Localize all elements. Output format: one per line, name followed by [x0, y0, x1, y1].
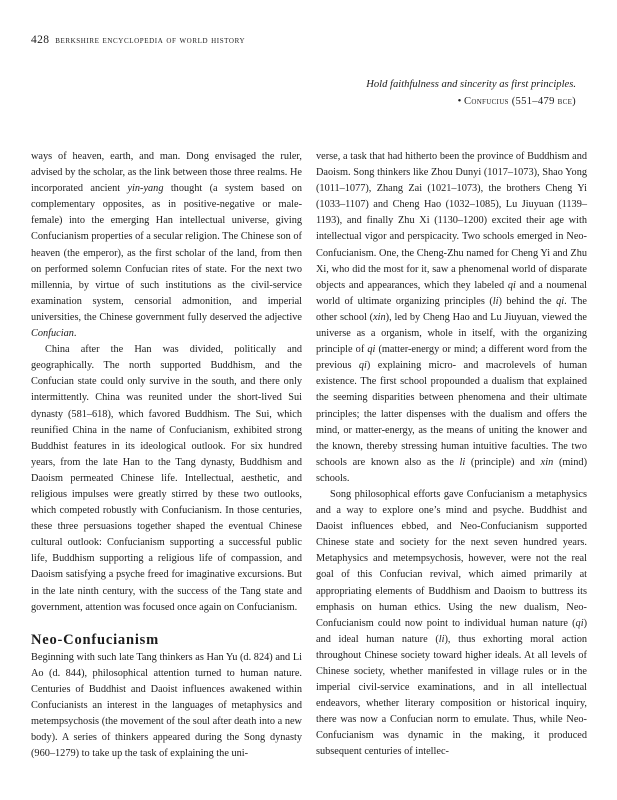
running-head — [31, 34, 591, 46]
right-column — [316, 149, 587, 776]
bullet-icon: • — [457, 96, 462, 107]
paragraph: Song philosophical efforts gave Confucianism a metaphysics and a way to explore one’s mind and psyche. Buddhist and Daoist influences ebbed, and Neo-Confucianism supported Chinese state and society for the next seven hundred years. Metaphysics and metempsychosis, however, were not the real goal of this Confucian revival, which aimed primarily at appropriating elements of Buddhism and Daoism to buttress its emphasis on human ethics. Using the new dualism, Neo-Confucianism could now point to individual human nature (qi) and ideal human nature (li), thus exhorting moral action throughout Chinese society toward higher ideals. At all levels of Chinese society, whether manifested in village rules or in the imperial civil-service examinations, and in all intellectual endeavors, whether literary composition or historical inquiry, there was now a Confucian norm to emulate. Thus, while Neo-Confucianism was dynamic in the making, it produced subsequent centuries of intellec- — [316, 488, 588, 758]
paragraph: Beginning with such late Tang thinkers as Han Yu (d. 824) and Li Ao (d. 844), philosophical attention turned to human nature. Centuries of Buddhist and Daoist influences awakened within Confucianists an interest in the languages of metaphysics and metempsychosis (the movement of the soul after death into a new body). A series of thinkers appeared during the Song dynasty (960–1279) to take up the task of explaining the uni- — [31, 651, 302, 760]
epigraph-attribution-line — [216, 93, 576, 110]
page-number: 428 — [31, 34, 50, 46]
book-title: berkshire encyclopedia of world history — [55, 36, 246, 46]
left-column — [31, 149, 302, 776]
paragraph: verse, a task that had hitherto been the province of Buddhism and Daoism. Song thinkers like Zhou Dunyi (1017–1073), Shao Yong (1011–1077), Zhang Zai (1021–1073), the brothers Cheng Yi (1033–1107) and Cheng Hao (1032–1085), Lu Jiuyuan (1139–1193), and finally Zhu Xi (1130–1200) excited their age with intellectual vigor and perspicacity. Two schools emerged in Neo-Confucianism. One, the Cheng-Zhu named for Cheng Yi and Zhu Xi, who did the most for it, saw a phenomenal world of disparate objects and appearances, which they labeled qi and a noumenal world of ultimate organizing principles (li) behind the qi. The other school (xin), led by Cheng Hao and Lu Jiuyuan, viewed the universe as a organism, whole in itself, with the organizing principle of qi (matter-energy or mind; a different word from the previous qi) explaining micro- and macrolevels of human existence. The first school propounded a dualism that explained the seeming disparities between phenomena and their ultimate principles; the latter dispenses with the dualism and offers the mind, or matter-energy, as the means of uniting the knower and the known, thereby stressing human intuitive faculties. The two schools are known also as the li (principle) and xin (mind) schools. — [316, 151, 588, 484]
epigraph-quote: Hold faithfulness and sincerity as first principles. — [366, 79, 576, 90]
paragraph: China after the Han was divided, politically and geographically. The north supported Buddhism, and the Confucian state could only survive in the south, and there only intermittently. China was reunited under the short-lived Sui dynasty (581–618), which favored Buddhism. The Sui, which reunified China in the name of Confucianism, exhibited strong Buddhist features in its ideological outlook. For six hundred years, from the late Han to the Tang dynasty, Buddhism and Daoism permeated Chinese life. Intellectual, aesthetic, and religious impulses were greatly stirred by these two outlooks, which competed robustly with Confucianism. In those centuries, these three persuasions together shaped the eventual Chinese cultural outlook: Confucianism supporting a successful public life, Buddhism supporting a religious life of compassion, and Daoism satisfying a psyche freed for imaginative excursions. But in the late ninth century, with the success of the Tang state and government, attention was focused once again on Confucianism. — [31, 344, 302, 613]
epigraph — [216, 76, 576, 110]
section-heading: Neo-Confucianism — [31, 631, 159, 648]
epigraph-attribution: Confucius (551–479 bce) — [463, 96, 576, 107]
paragraph: ways of heaven, earth, and man. Dong envisaged the ruler, advised by the scholar, as the link between those three realms. He incorporated ancient yin-yang thought (a system based on complementary opposites, as in positive-negative or male-female) into the emerging Han intellectual universe, giving Confucianism properties of a secular religion. The Chinese son of heaven (the emperor), as the first scholar of the land, from then on performed solemn Confucian rites of state. For the next two millennia, by virtue of such institutions as the civil-service examination system, censorial admonition, and imperial universities, the Chinese government fully deserved the adjective Confucian. — [31, 151, 302, 340]
